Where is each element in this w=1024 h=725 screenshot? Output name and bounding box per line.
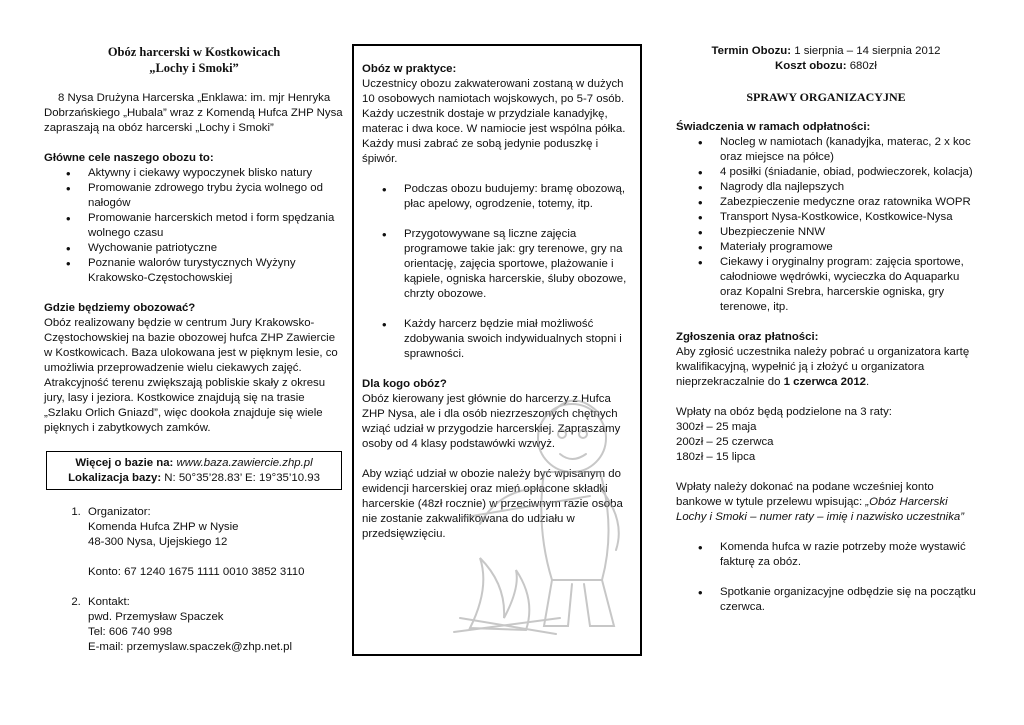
- list-item: • Nagrody dla najlepszych: [720, 180, 976, 195]
- list-item: • Ubezpieczenie NNW: [720, 225, 976, 240]
- installment: 180zł – 15 lipca: [676, 451, 756, 463]
- right-column: [676, 44, 976, 615]
- list-item: • Ciekawy i oryginalny program: zajęcia sportowe, całodniowe wędrówki, wycieczka do Aquaparku oraz Kopalni Srebra, harcerskie ogniska, gry terenowe, itp.: [720, 255, 976, 315]
- list-item: • Aktywny i ciekawy wypoczynek blisko natury: [88, 166, 344, 181]
- list-item: • Spotkanie organizacyjne odbędzie się na początku czerwca.: [720, 585, 976, 615]
- notes-list: [676, 540, 976, 615]
- section-title: SPRAWY ORGANIZACYJNE: [746, 90, 906, 104]
- list-item: • Wychowanie patriotyczne: [88, 241, 344, 256]
- who-heading: Dla kogo obóz?: [362, 378, 447, 390]
- intro-text: 8 Nysa Drużyna Harcerska „Enklawa: im. mjr Henryka Dobrzańskiego „Hubala” wraz z Komendą Hufca ZHP Nysa zapraszają na obóz harcerski „Lochy i Smoki”: [44, 92, 343, 134]
- requirements-text: Aby wziąć udział w obozie należy być wpisanym do ewidencji harcerskiej oraz mień opłacone składki harcerskie (48zł rocznie) w przeciwnym razie osoba nie zostanie zakwalifikowana do udziału w przedsięwzięciu.: [362, 468, 623, 540]
- bank-account: Konto: 67 1240 1675 1111 0010 3852 3110: [88, 566, 305, 578]
- list-item: • 4 posiłki (śniadanie, obiad, podwieczorek, kolacja): [720, 165, 976, 180]
- list-item: • Poznanie walorów turystycznych Wyżyny Krakowsko-Częstochowskiej: [88, 256, 344, 286]
- base-info-box: Więcej o bazie na: www.baza.zawiercie.zhp.pl Lokalizacja bazy: N: 50°35’28.83’ E: 19°35’10.93: [46, 451, 342, 490]
- installment: 200zł – 25 czerwca: [676, 436, 774, 448]
- contact-email: E-mail: przemyslaw.spaczek@zhp.net.pl: [88, 641, 293, 653]
- list-item: • Promowanie zdrowego trybu życia wolnego od nałogów: [88, 181, 344, 211]
- signup-text: Aby zgłosić uczestnika należy pobrać u organizatora kartę kwalifikacyjną, wypełnić ją i złożyć u organizatora nieprzekraczalnie do 1 czerwca 2012.: [676, 346, 970, 388]
- cost-line: Koszt obozu: 680zł: [775, 60, 877, 72]
- term-line: Termin Obozu: 1 sierpnia – 14 sierpnia 2012: [711, 45, 941, 57]
- organizer-list: [44, 505, 344, 655]
- list-item: • Przygotowywane są liczne zajęcia programowe takie jak: gry terenowe, gry na orientację, zajęcia sportowe, plażowanie i kąpiele, ogniska harcerskie, śluby obozowe, chrzty obozowe.: [404, 227, 630, 302]
- installments-intro: Wpłaty na obóz będą podzielone na 3 raty:: [676, 406, 892, 418]
- scout-campfire-illustration: [440, 288, 645, 648]
- list-item: • Materiały programowe: [720, 240, 976, 255]
- signup-deadline: 1 czerwca 2012: [783, 376, 866, 388]
- base-coordinates: N: 50°35’28.83’ E: 19°35’10.93: [164, 472, 320, 484]
- practice-text: Uczestnicy obozu zakwaterowani zostaną w dużych 10 osobowych namiotach wojskowych, po 5-7 osób. Każdy uczestnik dostaje w przydziale kanadyjkę, materac i dwa koce. W namiocie jest wspólna półka. Każdy musi zabrać ze sobą jedynie poduszkę i śpiwór.: [362, 78, 626, 165]
- list-item: • Każdy harcerz będzie miał możliwość zdobywania swoich indywidualnych stopni i sprawności.: [404, 317, 630, 362]
- practice-heading: Obóz w praktyce:: [362, 63, 457, 75]
- benefits-heading: Świadczenia w ramach odpłatności:: [676, 121, 871, 133]
- where-heading: Gdzie będziemy obozować?: [44, 302, 196, 314]
- installment: 300zł – 25 maja: [676, 421, 757, 433]
- list-item: • Zabezpieczenie medyczne oraz ratownika WOPR: [720, 195, 976, 210]
- left-column: [44, 44, 344, 655]
- base-url[interactable]: www.baza.zawiercie.zhp.pl: [176, 457, 313, 469]
- goals-heading: Główne cele naszego obozu to:: [44, 152, 214, 164]
- payment-text: Wpłaty należy dokonać na podane wcześniej konto bankowe w tytule przelewu wpisując: „Obóz Harcerski Lochy i Smoki – numer raty – imię i nazwisko uczestnika”: [676, 481, 965, 523]
- signup-heading: Zgłoszenia oraz płatności:: [676, 331, 819, 343]
- camp-title: Obóz harcerski w Kostkowicach „Lochy i Smoki”: [107, 45, 281, 75]
- organizer-item: 1. Organizator: Komenda Hufca ZHP w Nysie 48-300 Nysa, Ujejskiego 12 Konto: 67 1240 1675 1111 0010 3852 3110: [84, 505, 344, 595]
- contact-item: 2. Kontakt: pwd. Przemysław Spaczek Tel: 606 740 998 E-mail: przemyslaw.spaczek@zhp.net.pl: [84, 595, 344, 655]
- list-item: • Komenda hufca w razie potrzeby może wystawić fakturę za obóz.: [720, 540, 976, 570]
- benefits-list: [676, 135, 976, 315]
- list-item: • Nocleg w namiotach (kanadyjka, materac, 2 x koc oraz miejsce na półce): [720, 135, 976, 165]
- who-text: Obóz kierowany jest głównie do harcerzy z Hufca ZHP Nysa, ale i dla osób niezrzeszonych chętnych wziąć udział w przygodzie harcerskiej. Zapraszamy osoby od 4 klasy podstawówki wzwyż.: [362, 393, 621, 450]
- goals-list: [44, 166, 344, 286]
- list-item: • Transport Nysa-Kostkowice, Kostkowice-Nysa: [720, 210, 976, 225]
- payment-title: „Obóz Harcerski Lochy i Smoki – numer raty – imię i nazwisko uczestnika”: [676, 496, 965, 523]
- list-item: • Promowanie harcerskich metod i form spędzania wolnego czasu: [88, 211, 344, 241]
- list-item: • Podczas obozu budujemy: bramę obozową, płac apelowy, ogrodzenie, totemy, itp.: [404, 182, 630, 212]
- where-text: Obóz realizowany będzie w centrum Jury Krakowsko-Częstochowskiej na bazie obozowej hufca ZHP Zawiercie w Kostkowicach. Baza ulokowana jest w pięknym lesie, co umożliwia przeprowadzenie wielu ciekawych zajęć. Atrakcyjność terenu zwiększają pobliskie skały z okresu jury, lasy i jeziora. Kostkowice znajdują się na trasie „Szlaku Orlich Gniazd”, więc dookoła znajduje się wiele pięknych i zabytkowych zamków.: [44, 317, 338, 434]
